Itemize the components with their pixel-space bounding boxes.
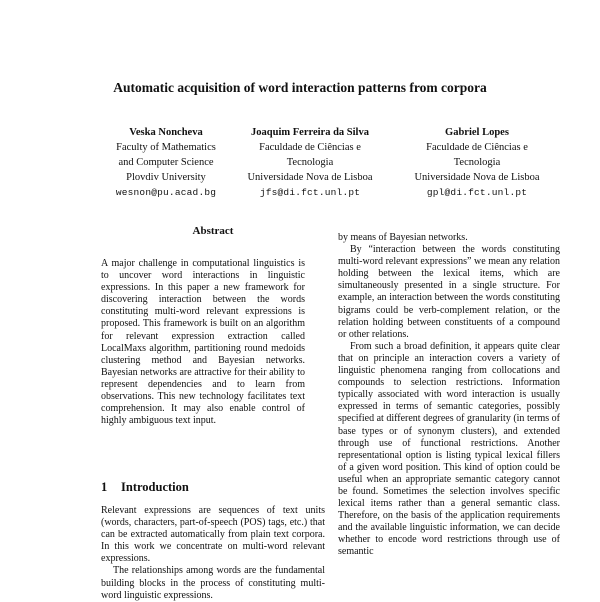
author-name: Veska Noncheva <box>129 127 203 138</box>
author-affiliation-line: and Computer Science <box>118 157 214 168</box>
author-affiliation-line: Faculdade de Ciências e <box>259 142 361 153</box>
author-affiliation-line: Tecnologia <box>286 157 334 168</box>
right-column-body <box>338 232 560 559</box>
paragraph: by means of Bayesian networks. <box>338 232 468 243</box>
author-block <box>220 125 400 200</box>
author-affiliation-line: Tecnologia <box>453 157 501 168</box>
author-affiliation-line: Faculdade de Ciências e <box>426 142 528 153</box>
author-name: Joaquim Ferreira da Silva <box>251 127 369 138</box>
author-affiliation-line: Faculty of Mathematics <box>116 142 216 153</box>
paragraph: Relevant expressions are sequences of text units (words, characters, part-of-speech (POS) tags, etc.) that can be extracted automatically from plain text corpora. In this work we concentrate on multi-word relevant expressions. <box>101 505 325 565</box>
author-block <box>397 125 557 200</box>
abstract-text: A major challenge in computational linguistics is to uncover word interactions in linguistic expressions. In this paper a new framework for discovering interaction between the words constituting multi-word relevant expressions is proposed. This framework is built on an algorithm for relevant expression extraction called LocalMaxs algorithm, partitioning round medoids clustering method and Bayesian networks. Bayesian networks are attractive for their ability to represent dependencies and to learn from observations. This new technology facilitates text comprehension. It may also enable control of highly ambiguous text input. <box>101 258 305 427</box>
author-affiliation-line: Universidade Nova de Lisboa <box>247 172 373 183</box>
author-email: jfs@di.fct.unl.pt <box>259 187 361 198</box>
paragraph: The relationships among words are the fundamental building blocks in the process of constituting multi-word linguistic expressions. <box>101 565 325 601</box>
paragraph: By “interaction between the words constituting multi-word relevant expressions” we mean any relation holding between the lexical items, which are simultaneously presented in a single structure. For example, an interaction between the words constituting bigrams could be verb-complement relation, or the relation holding between constituents of a compound or other relations. <box>338 244 560 340</box>
paragraph: From such a broad definition, it appears quite clear that on principle an interaction covers a variety of linguistic phenomena ranging from collocations and compounds to selection restrictions. Information typically associated with word interaction is usually expressed in terms of semantic categories, possibly specified at different degrees of granularity (in terms of base types or of synonym clusters), and extended through use of functional restrictions. Another representational option is listing typical lexical fillers of a given word position. This kind of option could be useful when an appropriate semantic category cannot be found. Sometimes the selection involves specific lexical items rather than a general semantic class. Therefore, on the basis of the application requirements and the available linguistic information, we can decide whether to encode word restrictions through use of semantic <box>338 340 560 558</box>
author-name: Gabriel Lopes <box>445 127 509 138</box>
author-email: gpl@di.fct.unl.pt <box>426 187 528 198</box>
abstract-body <box>101 258 305 427</box>
paper-title: Automatic acquisition of word interaction patterns from corpora <box>113 80 487 95</box>
author-affiliation-line: Plovdiv University <box>126 172 206 183</box>
section-heading <box>101 480 325 495</box>
author-email: wesnon@pu.acad.bg <box>115 187 217 198</box>
author-affiliation-line: Universidade Nova de Lisboa <box>414 172 540 183</box>
abstract-heading: Abstract <box>192 225 234 237</box>
section-number: 1 <box>101 480 108 494</box>
section-title: Introduction <box>121 480 189 494</box>
introduction-body <box>101 505 325 602</box>
